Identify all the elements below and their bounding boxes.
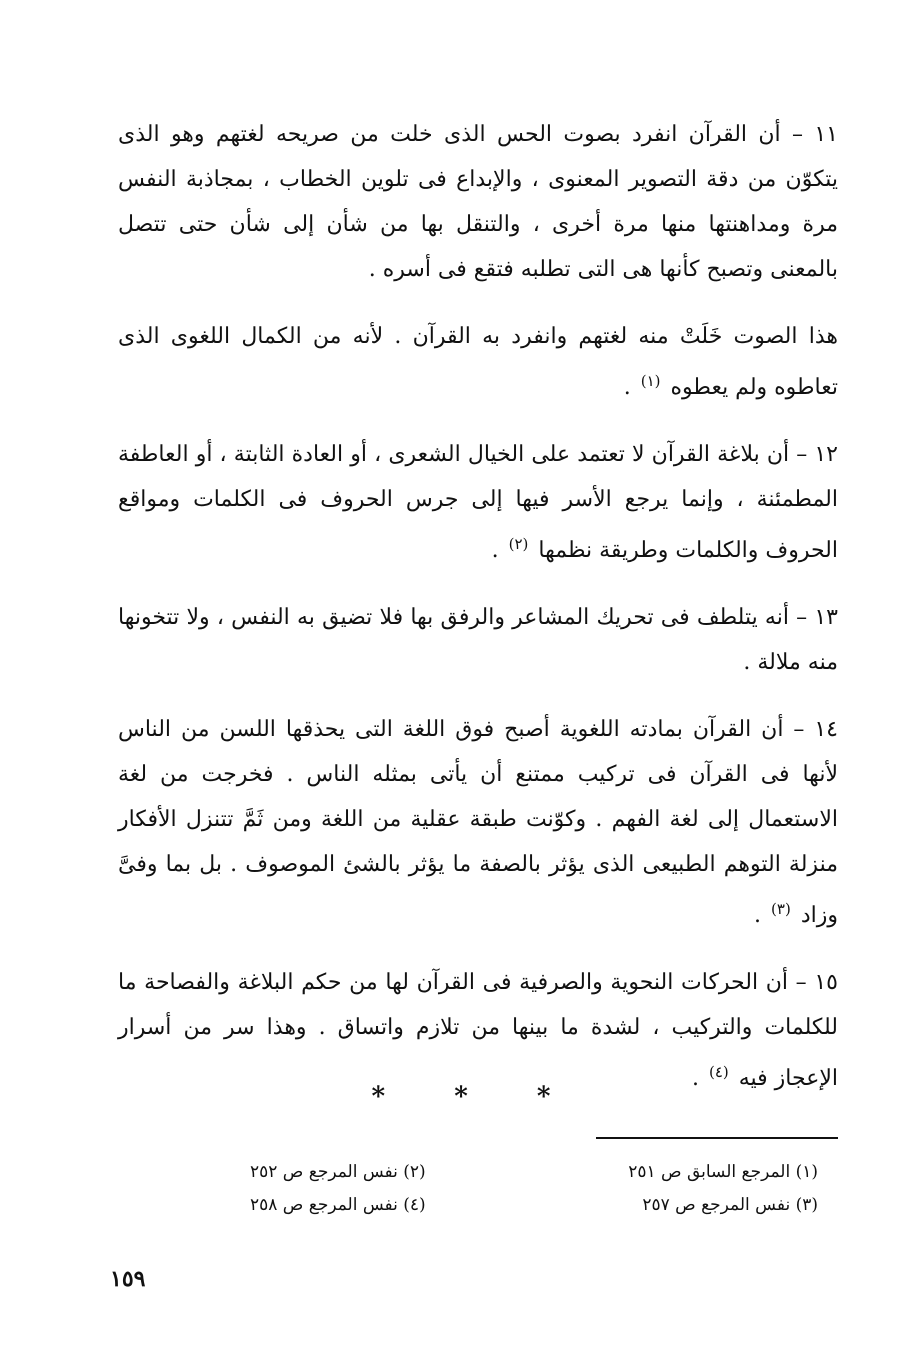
paragraph-13 xyxy=(118,595,838,685)
paragraph-end: . xyxy=(623,375,631,400)
paragraph-end: . xyxy=(491,538,499,563)
footnote-row xyxy=(250,1156,818,1189)
footnote-1: (١) المرجع السابق ص ٢٥١ xyxy=(628,1162,818,1182)
paragraph-text: هذا الصوت خَلَتْ منه لغتهم وانفرد به القرآن . لأنه من الكمال اللغوى الذى تعاطوه ولم يعطوه xyxy=(118,324,838,400)
footnote-ref-2[interactable]: (٢) xyxy=(508,535,529,553)
paragraph-text: ١١ – أن القرآن انفرد بصوت الحس الذى خلت من صريحه لغتهم وهو الذى يتكوّن من دقة التصوير المعنوى ، والإبداع فى تلوين الخطاب ، بمجاذبة النفس مرة ومداهنتها منها مرة أخرى ، والتنقل بها من شأن إلى شأن حتى تتصل بالمعنى وتصبح كأنها هى التى تطلبه فتقع فى أسره . xyxy=(118,122,838,282)
page-number: ١٥٩ xyxy=(110,1266,146,1292)
paragraph-14 xyxy=(118,707,838,938)
footnote-row xyxy=(250,1189,818,1222)
separator-star: * xyxy=(536,1082,551,1112)
section-separator xyxy=(0,1082,922,1112)
footnote-2: (٢) نفس المرجع ص ٢٥٢ xyxy=(250,1162,426,1182)
footnote-ref-3[interactable]: (٣) xyxy=(771,900,791,918)
body-text xyxy=(118,112,838,1123)
paragraph-sound-note xyxy=(118,314,838,410)
paragraph-end: . xyxy=(754,903,762,928)
footnote-divider xyxy=(596,1137,838,1139)
footnote-ref-4[interactable]: (٤) xyxy=(708,1063,729,1081)
separator-star: * xyxy=(371,1082,386,1112)
footnote-3: (٣) نفس المرجع ص ٢٥٧ xyxy=(642,1195,818,1215)
paragraph-15 xyxy=(118,960,838,1101)
separator-star: * xyxy=(454,1082,468,1112)
footnotes xyxy=(250,1156,818,1222)
paragraph-12 xyxy=(118,432,838,573)
paragraph-text: ١٣ – أنه يتلطف فى تحريك المشاعر والرفق بها فلا تضيق به النفس ، ولا تتخونها منه ملالة . xyxy=(118,605,838,675)
footnote-ref-1[interactable]: (١) xyxy=(640,372,661,390)
paragraph-text: ١٢ – أن بلاغة القرآن لا تعتمد على الخيال الشعرى ، أو العادة الثابتة ، أو العاطفة المطمئنة ، وإنما يرجع الأسر فيها إلى جرس الحروف فى الكلمات ومواقع الحروف والكلمات وطريقة نظمها xyxy=(118,442,838,563)
paragraph-text: ١٤ – أن القرآن بمادته اللغوية أصبح فوق اللغة التى يحذقها اللسن من الناس لأنها فى القرآن فى تركيب ممتنع أن يأتى بمثله الناس . فخرجت من لغة الاستعمال إلى لغة الفهم . وكوّنت طبقة عقلية من اللغة ومن ثَمَّ تتنزل الأفكار منزلة التوهم الطبيعى الذى يؤثر بالصفة ما يؤثر بالشئ الموصوف . بل بما وفىَّ وزاد xyxy=(118,717,838,928)
paragraph-text: ١٥ – أن الحركات النحوية والصرفية فى القرآن لها من حكم البلاغة والفصاحة ما للكلمات والتركيب ، لشدة ما بينها من تلازم واتساق . وهذا سر من أسرار الإعجاز فيه xyxy=(118,970,838,1091)
paragraph-end: . xyxy=(691,1066,699,1091)
paragraph-11 xyxy=(118,112,838,292)
footnote-4: (٤) نفس المرجع ص ٢٥٨ xyxy=(250,1195,426,1215)
